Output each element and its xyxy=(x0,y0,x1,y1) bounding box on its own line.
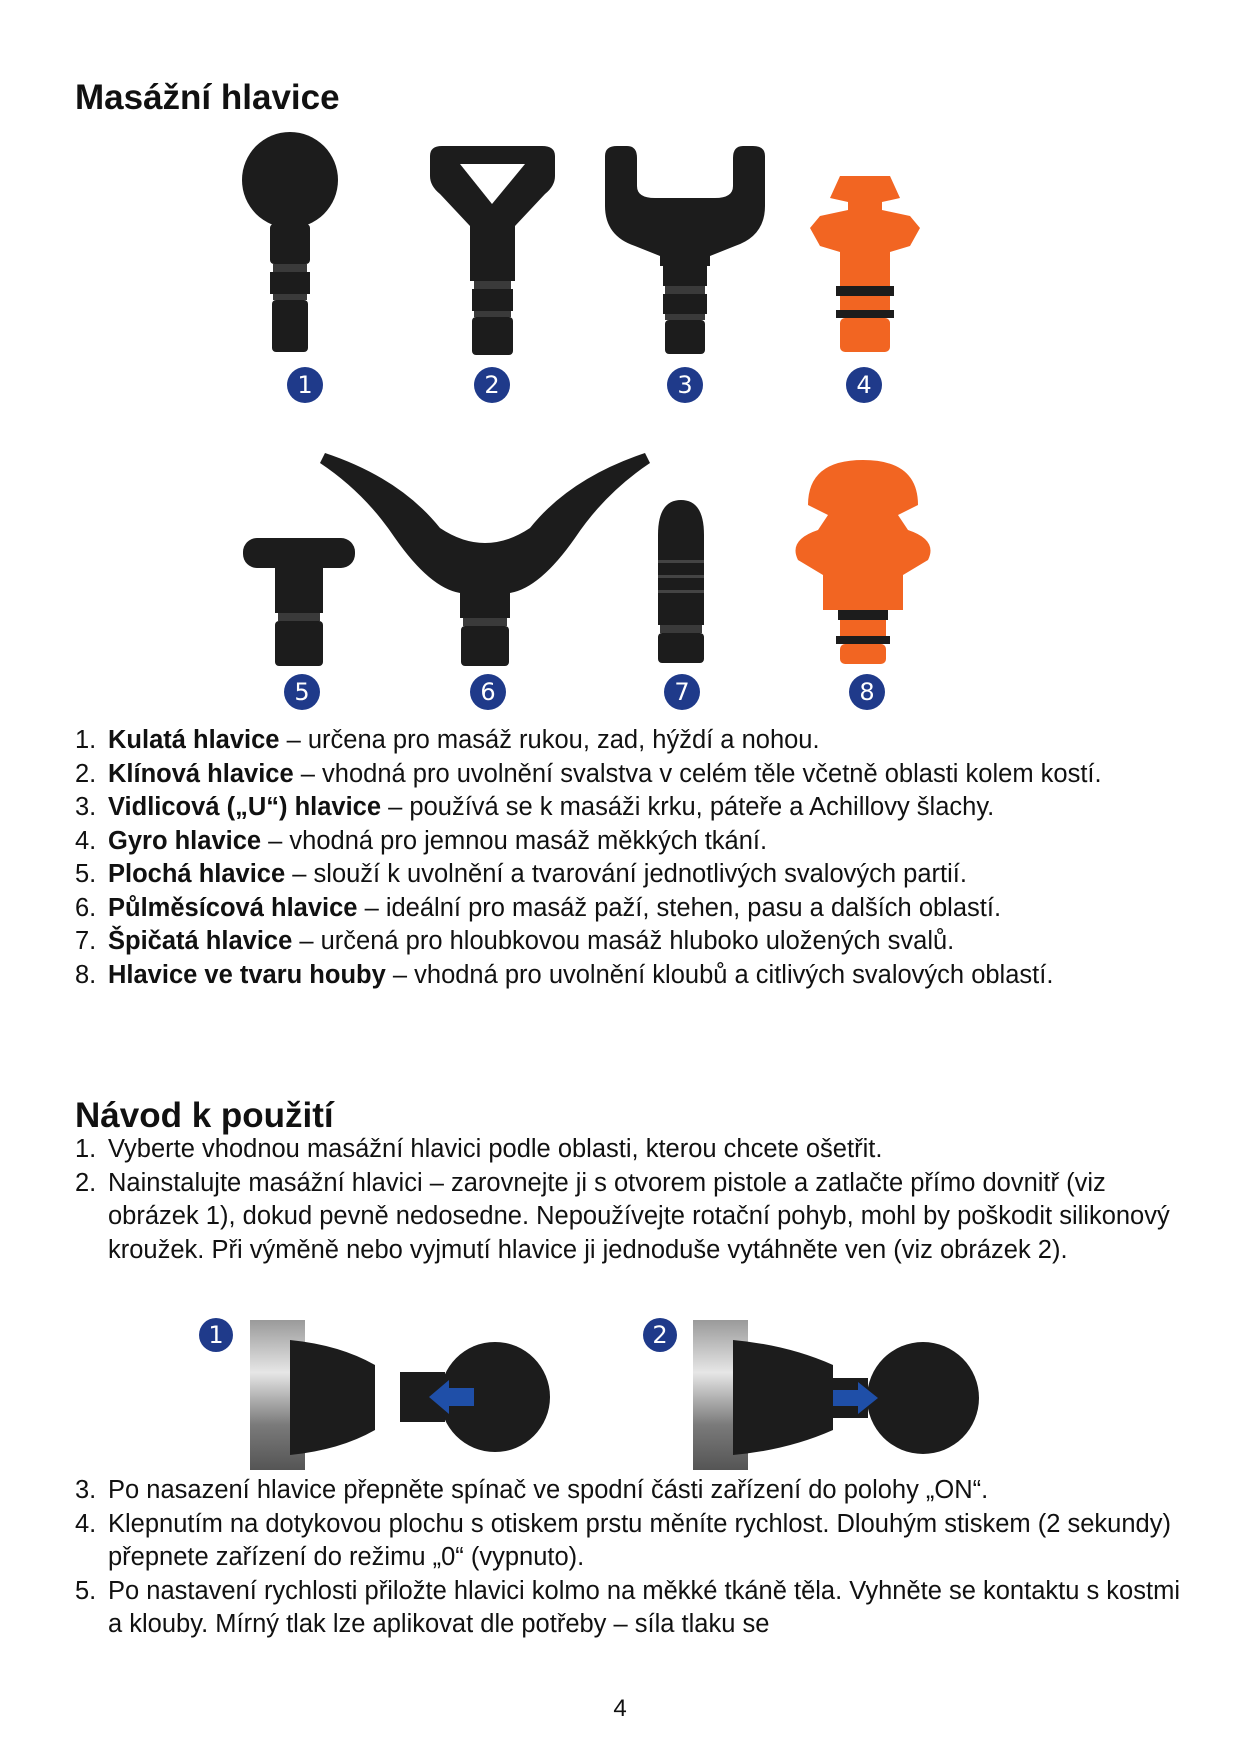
massage-head-round xyxy=(240,132,340,362)
massage-head-gyro xyxy=(810,176,920,361)
usage-steps-list-continued xyxy=(75,1474,1185,1642)
list-item: 5. Po nastavení rychlosti přiložte hlavici kolmo na měkké tkáně těla. Vyhněte se kontaktu s kostmi a klouby. Mírný tlak lze aplikovat dle potřeby – síla tlaku se xyxy=(75,1576,1180,1638)
massage-head-fork xyxy=(605,146,765,361)
list-item: 7. Špičatá hlavice – určená pro hloubkovou masáž hluboko uložených svalů. xyxy=(75,927,955,955)
list-item: 4. Klepnutím na dotykovou plochu s otiskem prstu měníte rychlost. Dlouhým stiskem (2 sekundy) přepnete zařízení do režimu „0“ (vypnuto). xyxy=(75,1509,1171,1571)
list-item: 5. Plochá hlavice – slouží k uvolnění a tvarování jednotlivých svalových partií. xyxy=(75,860,967,888)
head-badge-3: 3 xyxy=(667,367,703,403)
massage-head-bullet xyxy=(650,500,712,670)
heads-list xyxy=(75,724,1175,992)
head-badge-5: 5 xyxy=(284,674,320,710)
head-badge-1: 1 xyxy=(287,367,323,403)
massage-head-wedge xyxy=(420,146,565,361)
list-item: 3. Vidlicová („U“) hlavice – používá se k masáži krku, páteře a Achillovy šlachy. xyxy=(75,793,995,821)
massage-head-crescent xyxy=(320,448,650,673)
figure-badge-1: 1 xyxy=(199,1318,233,1352)
massage-head-mushroom xyxy=(788,460,938,670)
list-item: 8. Hlavice ve tvaru houby – vhodná pro uvolnění kloubů a citlivých svalových oblastí. xyxy=(75,960,1054,989)
list-item: 1. Vyberte vhodnou masážní hlavici podle oblasti, kterou chcete ošetřit. xyxy=(75,1135,883,1163)
list-item: 2. Nainstalujte masážní hlavici – zarovnejte ji s otvorem pistole a zatlačte přímo dovnitř (viz obrázek 1), dokud pevně nedosedne. Nepoužívejte rotační pohyb, mohl by poškodit silikonový kroužek. Při výměně nebo vyjmutí hlavice ji jednoduše vytáhněte ven (viz obrázek 2). xyxy=(75,1168,1170,1264)
head-badge-6: 6 xyxy=(470,674,506,710)
usage-steps-list xyxy=(75,1133,1175,1267)
head-badge-2: 2 xyxy=(474,367,510,403)
heads-section-title: Masážní hlavice xyxy=(75,78,340,117)
list-item: 4. Gyro hlavice – vhodná pro jemnou masáž měkkých tkání. xyxy=(75,826,768,855)
list-item: 6. Půlměsícová hlavice – ideální pro masáž paží, stehen, pasu a dalších oblastí. xyxy=(75,893,1002,922)
list-item: 2. Klínová hlavice – vhodná pro uvolnění svalstva v celém těle včetně oblasti kolem kostí. xyxy=(75,759,1102,788)
list-item: 3. Po nasazení hlavice přepněte spínač ve spodní části zařízení do polohy „ON“. xyxy=(75,1476,989,1504)
usage-section-title: Návod k použití xyxy=(75,1096,334,1135)
head-badge-8: 8 xyxy=(849,674,885,710)
head-badge-4: 4 xyxy=(846,367,882,403)
list-item: 1. Kulatá hlavice – určena pro masáž rukou, zad, hýždí a nohou. xyxy=(75,726,820,754)
figure-badge-2: 2 xyxy=(643,1318,677,1352)
figure-install-head xyxy=(250,1320,610,1475)
figure-remove-head xyxy=(693,1320,993,1475)
page-number: 4 xyxy=(613,1695,627,1722)
head-badge-7: 7 xyxy=(664,674,700,710)
